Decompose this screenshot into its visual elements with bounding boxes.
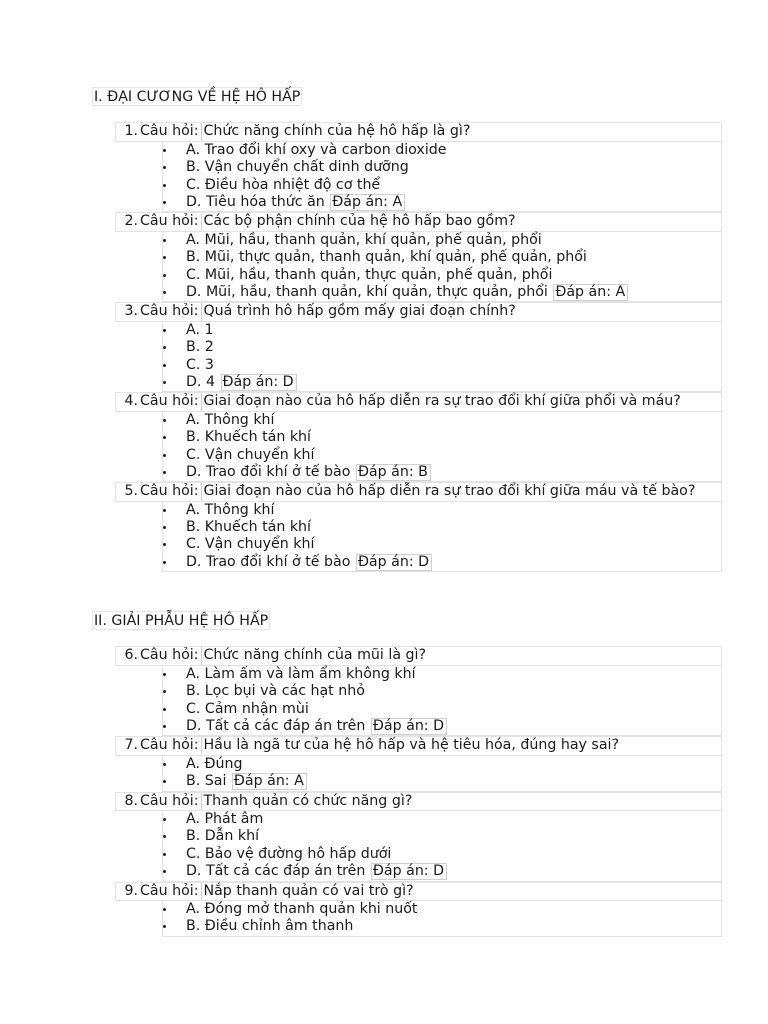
- section-title: I. ĐẠI CƯƠNG VỀ HỆ HÔ HẤP: [94, 89, 301, 105]
- option-list: [162, 666, 722, 737]
- question-text: Nắp thanh quản có vai trò gì?: [203, 882, 414, 899]
- question-number: 5.: [124, 483, 138, 500]
- option-text: B. 2: [186, 339, 214, 356]
- question-number: 6.: [124, 647, 138, 664]
- option-text: D. Tất cả các đáp án trên: [186, 863, 366, 880]
- bullet-icon: [163, 381, 166, 384]
- question-item: [92, 392, 722, 482]
- bullet-icon: [163, 346, 166, 349]
- question-prefix: Câu hỏi:: [140, 647, 202, 664]
- option-list: [162, 756, 722, 792]
- question-item: [92, 646, 722, 736]
- question-text: Hầu là ngã tư của hệ hô hấp và hệ tiêu hóa, đúng hay sai?: [203, 737, 619, 754]
- answer-label: Đáp án: D: [356, 554, 432, 571]
- option-text: D. 4: [186, 373, 215, 390]
- option-item: [163, 412, 721, 429]
- answer-label: Đáp án: B: [356, 464, 431, 481]
- question-number: 8.: [124, 792, 138, 809]
- option-item: [163, 756, 721, 773]
- option-item: [163, 447, 721, 464]
- question-row: [115, 392, 722, 411]
- option-text: D. Mũi, hầu, thanh quản, khí quản, thực quản, phổi: [186, 283, 548, 300]
- section-title: II. GIẢI PHẪU HỆ HÔ HẤP: [94, 613, 269, 629]
- bullet-icon: [163, 780, 166, 783]
- answer-label: Đáp án: D: [371, 718, 447, 735]
- question-row: [115, 482, 722, 501]
- bullet-icon: [163, 818, 166, 821]
- question-number: 7.: [124, 737, 138, 754]
- question-text: Quá trình hô hấp gồm mấy giai đoạn chính?: [203, 303, 516, 320]
- answer-label: Đáp án: A: [330, 194, 405, 211]
- bullet-icon: [163, 436, 166, 439]
- option-text: A. Đóng mở thanh quản khi nuốt: [186, 900, 418, 917]
- option-text: A. Mũi, hầu, thanh quản, khí quản, phế quản, phổi: [186, 231, 542, 248]
- question-item: [92, 212, 722, 302]
- option-text: A. Thông khí: [186, 411, 275, 428]
- option-item: [163, 811, 721, 828]
- bullet-icon: [163, 184, 166, 187]
- question-prefix: Câu hỏi:: [140, 393, 202, 410]
- option-text: B. Sai: [186, 773, 227, 790]
- answer-label: Đáp án: A: [553, 284, 628, 301]
- bullet-icon: [163, 908, 166, 911]
- question-prefix: Câu hỏi:: [140, 793, 202, 810]
- option-item: [163, 773, 721, 790]
- option-text: C. Vận chuyển khí: [186, 536, 315, 553]
- question-row: [115, 882, 722, 901]
- question-number: 2.: [124, 213, 138, 230]
- option-item: [163, 249, 721, 266]
- option-text: A. Trao đổi khí oxy và carbon dioxide: [186, 141, 447, 158]
- question-row: [115, 646, 722, 665]
- question-number: 9.: [124, 882, 138, 899]
- bullet-icon: [163, 690, 166, 693]
- question-item: [92, 736, 722, 791]
- option-item: [163, 464, 721, 481]
- bullet-icon: [163, 673, 166, 676]
- option-text: D. Tất cả các đáp án trên: [186, 717, 366, 734]
- option-item: [163, 718, 721, 735]
- option-item: [163, 194, 721, 211]
- option-list: [162, 232, 722, 303]
- option-list: [162, 901, 722, 937]
- option-item: [163, 322, 721, 339]
- question-row: [115, 122, 722, 141]
- option-item: [163, 159, 721, 176]
- option-text: D. Trao đổi khí ở tế bào: [186, 463, 351, 480]
- bullet-icon: [163, 509, 166, 512]
- option-item: [163, 177, 721, 194]
- option-item: [163, 232, 721, 249]
- question-row: [115, 736, 722, 755]
- bullet-icon: [163, 274, 166, 277]
- section-dai-cuong: [92, 87, 722, 572]
- bullet-icon: [163, 239, 166, 242]
- option-text: C. 3: [186, 356, 214, 373]
- question-row: [115, 792, 722, 811]
- bullet-icon: [163, 853, 166, 856]
- option-text: D. Trao đổi khí ở tế bào: [186, 553, 351, 570]
- bullet-icon: [163, 166, 166, 169]
- option-item: [163, 918, 721, 935]
- question-list: [92, 646, 722, 936]
- bullet-icon: [163, 708, 166, 711]
- option-item: [163, 554, 721, 571]
- bullet-icon: [163, 454, 166, 457]
- bullet-icon: [163, 763, 166, 766]
- question-item: [92, 482, 722, 572]
- bullet-icon: [163, 526, 166, 529]
- option-text: B. Lọc bụi và các hạt nhỏ: [186, 683, 365, 700]
- question-number: 4.: [124, 393, 138, 410]
- option-item: [163, 284, 721, 301]
- question-item: [92, 792, 722, 882]
- answer-label: Đáp án: D: [221, 374, 297, 391]
- question-text: Các bộ phận chính của hệ hô hấp bao gồm?: [203, 213, 516, 230]
- option-list: [162, 811, 722, 882]
- question-prefix: Câu hỏi:: [140, 303, 202, 320]
- question-prefix: Câu hỏi:: [140, 883, 202, 900]
- option-item: [163, 701, 721, 718]
- option-item: [163, 267, 721, 284]
- option-item: [163, 502, 721, 519]
- bullet-icon: [163, 561, 166, 564]
- option-text: B. Khuếch tán khí: [186, 519, 311, 536]
- option-item: [163, 901, 721, 918]
- option-text: A. Đúng: [186, 755, 243, 772]
- bullet-icon: [163, 364, 166, 367]
- option-item: [163, 828, 721, 845]
- option-item: [163, 357, 721, 374]
- bullet-icon: [163, 835, 166, 838]
- option-item: [163, 142, 721, 159]
- option-list: [162, 412, 722, 483]
- option-list: [162, 322, 722, 393]
- option-text: B. Điều chỉnh âm thanh: [186, 918, 354, 935]
- option-item: [163, 863, 721, 880]
- bullet-icon: [163, 329, 166, 332]
- bullet-icon: [163, 419, 166, 422]
- question-text: Thanh quản có chức năng gì?: [203, 792, 413, 809]
- question-prefix: Câu hỏi:: [140, 483, 202, 500]
- option-item: [163, 429, 721, 446]
- option-text: C. Mũi, hầu, thanh quản, thực quản, phế quản, phổi: [186, 266, 553, 283]
- answer-label: Đáp án: D: [371, 863, 447, 880]
- option-item: [163, 339, 721, 356]
- option-item: [163, 683, 721, 700]
- question-item: [92, 302, 722, 392]
- option-text: C. Bảo vệ đường hô hấp dưới: [186, 845, 392, 862]
- answer-label: Đáp án: A: [232, 773, 307, 790]
- question-prefix: Câu hỏi:: [140, 123, 202, 140]
- option-text: A. Phát âm: [186, 810, 264, 827]
- option-text: A. 1: [186, 321, 214, 338]
- option-item: [163, 536, 721, 553]
- bullet-icon: [163, 471, 166, 474]
- bullet-icon: [163, 870, 166, 873]
- question-number: 1.: [124, 123, 138, 140]
- option-text: D. Tiêu hóa thức ăn: [186, 193, 325, 210]
- option-item: [163, 374, 721, 391]
- question-text: Chức năng chính của mũi là gì?: [203, 647, 427, 664]
- option-text: A. Thông khí: [186, 501, 275, 518]
- question-prefix: Câu hỏi:: [140, 737, 202, 754]
- bullet-icon: [163, 256, 166, 259]
- bullet-icon: [163, 925, 166, 928]
- section-giai-phau: [92, 611, 722, 937]
- option-text: A. Làm ấm và làm ẩm không khí: [186, 665, 416, 682]
- option-text: B. Khuếch tán khí: [186, 429, 311, 446]
- option-list: [162, 142, 722, 213]
- option-item: [163, 666, 721, 683]
- option-text: B. Dẫn khí: [186, 828, 260, 845]
- bullet-icon: [163, 291, 166, 294]
- option-text: B. Vận chuyển chất dinh dưỡng: [186, 159, 409, 176]
- option-text: C. Điều hòa nhiệt độ cơ thể: [186, 176, 381, 193]
- question-item: [92, 882, 722, 937]
- question-text: Giai đoạn nào của hô hấp diễn ra sự trao đổi khí giữa phổi và máu?: [203, 393, 681, 410]
- option-text: B. Mũi, thực quản, thanh quản, khí quản, phế quản, phổi: [186, 249, 587, 266]
- question-item: [92, 122, 722, 212]
- question-list: [92, 122, 722, 572]
- question-row: [115, 302, 722, 321]
- question-prefix: Câu hỏi:: [140, 213, 202, 230]
- bullet-icon: [163, 725, 166, 728]
- option-item: [163, 519, 721, 536]
- question-text: Giai đoạn nào của hô hấp diễn ra sự trao đổi khí giữa máu và tế bào?: [203, 483, 696, 500]
- question-row: [115, 212, 722, 231]
- bullet-icon: [163, 201, 166, 204]
- option-list: [162, 502, 722, 573]
- option-text: C. Vận chuyển khí: [186, 446, 315, 463]
- question-text: Chức năng chính của hệ hô hấp là gì?: [203, 123, 471, 140]
- bullet-icon: [163, 543, 166, 546]
- option-text: C. Cảm nhận mùi: [186, 700, 309, 717]
- bullet-icon: [163, 149, 166, 152]
- question-number: 3.: [124, 303, 138, 320]
- option-item: [163, 846, 721, 863]
